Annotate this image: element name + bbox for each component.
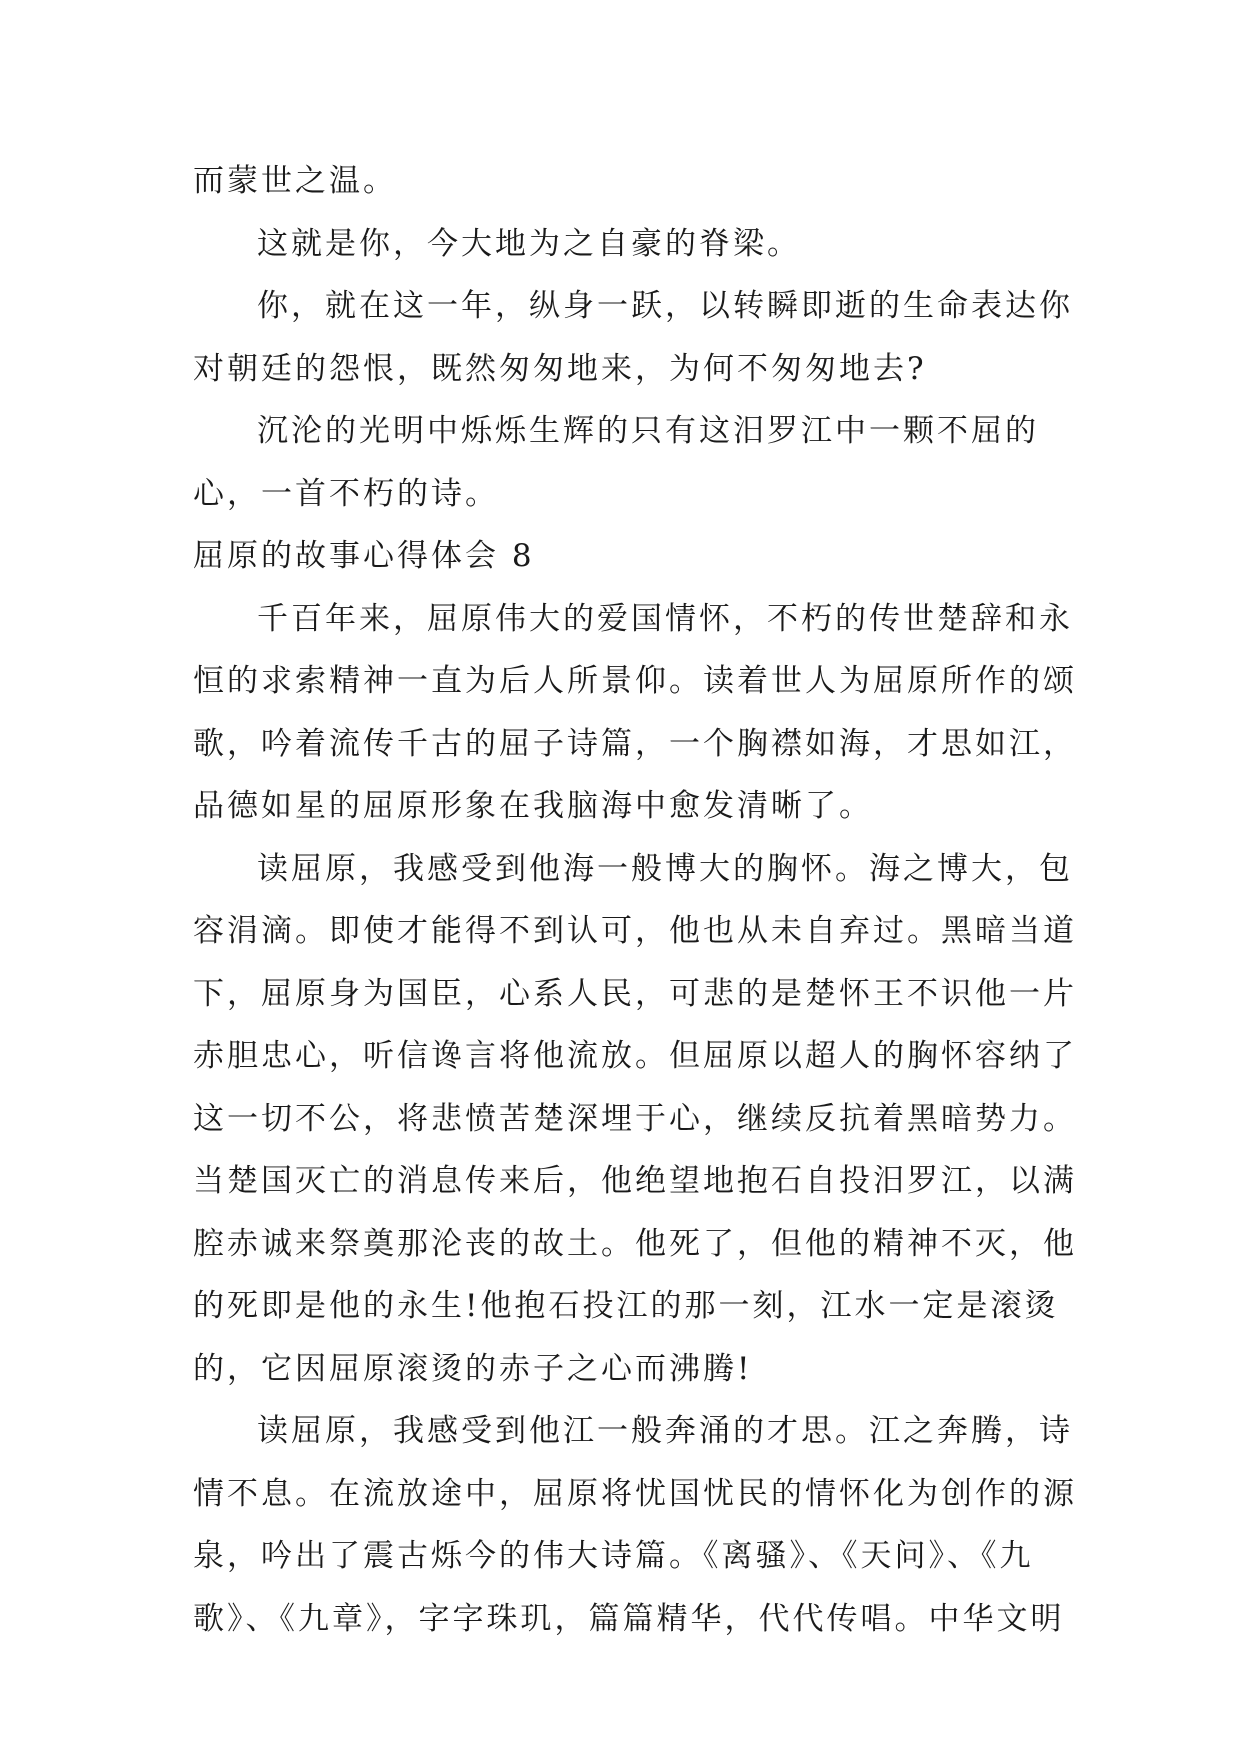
text-line: 这就是你，今大地为之自豪的脊梁。 (257, 225, 801, 262)
text-line: 歌，吟着流传千古的屈子诗篇，一个胸襟如海，才思如江， (193, 725, 1077, 762)
text-line: 情不息。在流放途中，屈原将忧国忧民的情怀化为创作的源 (193, 1475, 1077, 1512)
text-line: 当楚国灭亡的消息传来后，他绝望地抱石自投汨罗江，以满 (193, 1163, 1077, 1199)
text-line: 容涓滴。即使才能得不到认可，他也从未自弃过。黑暗当道 (193, 913, 1077, 949)
text-line: 腔赤诚来祭奠那沦丧的故土。他死了，但他的精神不灭，他 (193, 1225, 1077, 1262)
text-line: 你，就在这一年，纵身一跃，以转瞬即逝的生命表达你 (257, 288, 1073, 324)
text-line: 而蒙世之温。 (193, 163, 397, 199)
text-line: 对朝廷的怨恨，既然匆匆地来，为何不匆匆地去? (193, 350, 927, 387)
text-line: 千百年来，屈原伟大的爱国情怀，不朽的传世楚辞和永 (257, 600, 1073, 637)
section-heading: 屈原的故事心得体会 8 (193, 538, 535, 574)
text-line: 赤胆忠心，听信谗言将他流放。但屈原以超人的胸怀容纳了 (193, 1038, 1077, 1074)
text-line: 心，一首不朽的诗。 (193, 475, 499, 512)
text-line: 品德如星的屈原形象在我脑海中愈发清晰了。 (193, 788, 873, 824)
text-line: 下，屈原身为国臣，心系人民，可悲的是楚怀王不识他一片 (193, 975, 1077, 1012)
text-line: 歌》、《九章》，字字珠玑，篇篇精华，代代传唱。中华文明 (193, 1600, 1065, 1637)
text-line: 读屈原，我感受到他海一般博大的胸怀。海之博大，包 (257, 850, 1073, 887)
text-line: 的死即是他的永生!他抱石投江的那一刻，江水一定是滚烫 (193, 1288, 1059, 1324)
body-text (193, 150, 1083, 1650)
text-line: 沉沦的光明中烁烁生辉的只有这汨罗江中一颗不屈的 (257, 413, 1039, 449)
text-line: 泉，吟出了震古烁今的伟大诗篇。《离骚》、《天问》、《九 (193, 1538, 1034, 1574)
text-line: 的，它因屈原滚烫的赤子之心而沸腾! (193, 1350, 753, 1387)
text-line: 读屈原，我感受到他江一般奔涌的才思。江之奔腾，诗 (257, 1413, 1073, 1449)
text-line: 这一切不公，将悲愤苦楚深埋于心，继续反抗着黑暗势力。 (193, 1100, 1077, 1137)
text-line: 恒的求索精神一直为后人所景仰。读着世人为屈原所作的颂 (193, 663, 1077, 699)
